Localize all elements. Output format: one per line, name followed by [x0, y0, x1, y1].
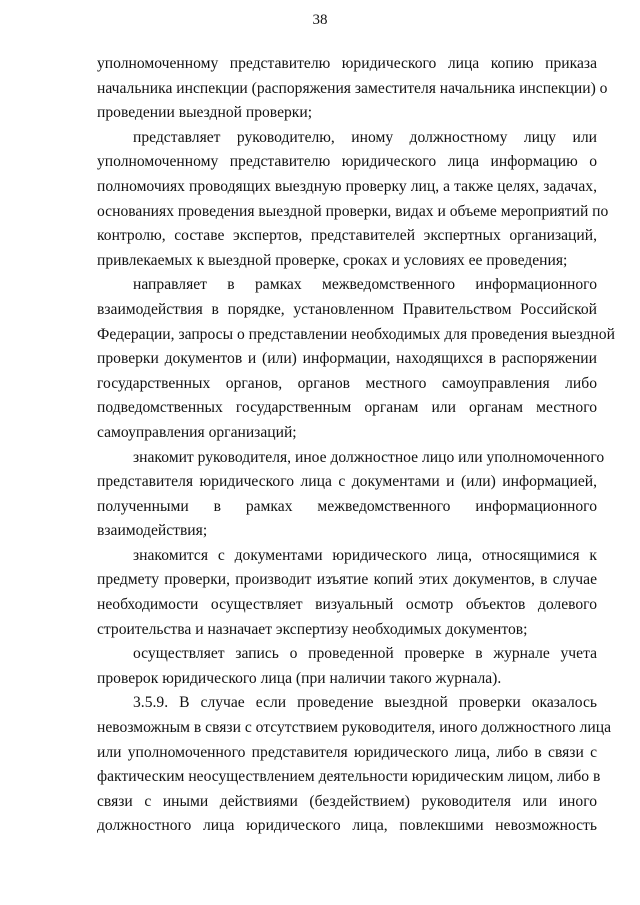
text-line: невозможным в связи с отсутствием руководителя, иного должностного лица	[97, 719, 611, 737]
text-line: направляет в рамках межведомственного информационного	[133, 276, 597, 294]
text-line: представителя юридического лица с документами и (или) информацией,	[97, 473, 597, 491]
paragraph	[97, 642, 597, 691]
text-line: представляет руководителю, иному должностному лицу или	[133, 128, 597, 146]
text-line: уполномоченному представителю юридического лица копию приказа	[97, 55, 597, 72]
text-line: фактическим неосуществлением деятельности юридическим лицом, либо в	[97, 768, 601, 786]
page-number: 38	[312, 12, 328, 28]
paragraph	[97, 691, 611, 839]
text-line: взаимодействия в порядке, установленном Правительством Российской	[97, 300, 597, 318]
paragraph	[97, 273, 615, 445]
text-line: государственных органов, органов местного самоуправления либо	[97, 374, 597, 392]
paragraph	[97, 544, 597, 642]
text-line: самоуправления организаций;	[97, 423, 297, 441]
text-line: знакомится с документами юридического лица, относящимися к	[133, 546, 597, 564]
text-line: полученными в рамках межведомственного информационного	[97, 497, 597, 515]
text-line: подведомственных государственным органам или органам местного	[97, 399, 597, 417]
text-line: или уполномоченного представителя юридического лица, либо в связи с	[97, 743, 597, 761]
text-line: 3.5.9. В случае если проведение выездной проверки оказалось	[133, 694, 597, 712]
text-line: знакомит руководителя, иное должностное лицо или уполномоченного	[133, 448, 605, 466]
text-line: строительства и назначает экспертизу необходимых документов;	[97, 620, 528, 638]
text-line: начальника инспекции (распоряжения заместителя начальника инспекции) о	[97, 79, 608, 97]
text-line: должностного лица юридического лица, повлекшими невозможность	[97, 817, 597, 835]
text-line: связи с иными действиями (бездействием) руководителя или иного	[97, 792, 597, 810]
text-line: предмету проверки, производит изъятие копий этих документов, в случае	[97, 571, 597, 589]
text-line: проверок юридического лица (при наличии такого журнала).	[97, 669, 502, 687]
document-body	[97, 52, 615, 839]
text-line: Федерации, запросы о представлении необходимых для проведения выездной	[97, 325, 615, 343]
paragraph	[97, 446, 605, 544]
text-line: необходимости осуществляет визуальный осмотр объектов долевого	[97, 596, 597, 614]
text-line: полномочиях проводящих выездную проверку лиц, а также целях, задачах,	[97, 177, 597, 195]
text-line: проведении выездной проверки;	[97, 104, 313, 122]
text-line: основаниях проведения выездной проверки, видах и объеме мероприятий по	[97, 202, 609, 220]
text-line: контролю, составе экспертов, представителей экспертных организаций,	[97, 227, 597, 245]
text-line: проверки документов и (или) информации, находящихся в распоряжении	[97, 350, 597, 368]
paragraph	[97, 52, 608, 126]
text-line: взаимодействия;	[97, 522, 208, 540]
text-line: привлекаемых к выездной проверке, сроках и условиях ее проведения;	[97, 251, 568, 269]
text-line: уполномоченному представителю юридического лица информацию о	[97, 153, 597, 171]
paragraph	[97, 126, 609, 274]
text-line: осуществляет запись о проведенной проверке в журнале учета	[133, 645, 597, 663]
